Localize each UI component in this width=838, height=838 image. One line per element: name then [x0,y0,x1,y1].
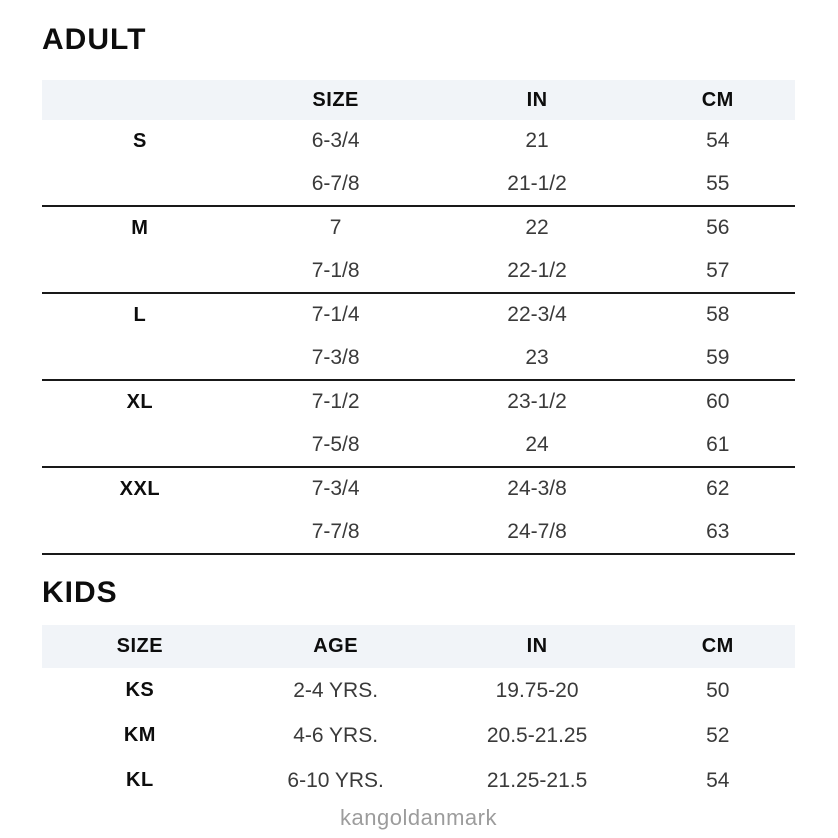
adult-size-group-l [42,294,795,381]
kids-header-size: SIZE [116,635,164,657]
size-label: KM [123,724,156,746]
adult-size-group-xxl [42,468,795,555]
adult-size-group-m [42,207,795,294]
cm-value: 61 [706,432,730,456]
size-label: XXL [119,477,161,500]
inches-value: 21.25-21.5 [486,768,588,792]
table-row [42,294,795,337]
cm-value: 52 [706,723,730,747]
hat-size-value: 6-3/4 [311,129,360,153]
inches-value: 24-3/8 [507,477,567,501]
hat-size-value: 7-1/8 [311,258,360,282]
adult-size-group-xl [42,381,795,468]
kids-header-age: AGE [313,635,359,657]
kids-size-table [42,625,795,803]
table-row [42,758,795,803]
hat-size-value: 7-3/4 [311,477,360,501]
table-row [42,381,795,424]
kids-table-header-row [42,625,795,668]
age-value: 2-4 YRS. [293,678,379,702]
cm-value: 54 [706,768,730,792]
cm-value: 60 [706,390,730,414]
inches-value: 21 [525,129,549,153]
cm-value: 63 [706,519,730,543]
hat-size-value: 7-1/2 [311,390,360,414]
table-row [42,250,795,293]
inches-value: 22-3/4 [507,303,567,327]
inches-value: 22-1/2 [507,258,567,282]
hat-size-value: 7-7/8 [311,519,360,543]
cm-value: 55 [706,171,730,195]
size-label: S [132,129,147,152]
age-value: 6-10 YRS. [287,768,384,792]
table-row [42,713,795,758]
hat-size-value: 7 [329,216,342,240]
table-row [42,163,795,206]
inches-value: 23-1/2 [507,390,567,414]
cm-value: 62 [706,477,730,501]
table-row [42,337,795,380]
adult-size-group-s [42,120,795,207]
cm-value: 59 [706,345,730,369]
size-label: KS [125,679,155,701]
size-label: M [131,216,149,239]
table-row [42,424,795,467]
adult-table-header-row [42,80,795,120]
adult-header-size: SIZE [312,88,359,111]
table-row [42,468,795,511]
table-row [42,668,795,713]
kids-header-in: IN [526,635,548,657]
cm-value: 57 [706,258,730,282]
hat-size-value: 7-5/8 [311,432,360,456]
cm-value: 56 [706,216,730,240]
hat-size-value: 7-1/4 [311,303,360,327]
size-label: XL [126,390,154,413]
size-label: L [133,303,147,326]
inches-value: 19.75-20 [495,678,579,702]
adult-header-in: IN [526,88,548,111]
table-row [42,120,795,163]
inches-value: 20.5-21.25 [486,723,588,747]
adult-section-title: ADULT [42,23,147,56]
cm-value: 54 [706,129,730,153]
inches-value: 23 [525,345,549,369]
size-label: KL [126,769,154,791]
adult-header-cm: CM [701,88,734,111]
kids-header-cm: CM [701,635,734,657]
cm-value: 50 [706,678,730,702]
brand-watermark: kangoldanmark [340,805,497,830]
table-row [42,207,795,250]
adult-size-table [42,80,795,555]
table-row [42,511,795,554]
kids-section-title: KIDS [42,576,118,609]
inches-value: 24 [525,432,549,456]
cm-value: 58 [706,303,730,327]
inches-value: 24-7/8 [507,519,567,543]
inches-value: 21-1/2 [507,171,567,195]
hat-size-value: 7-3/8 [311,345,360,369]
hat-size-value: 6-7/8 [311,171,360,195]
inches-value: 22 [525,216,549,240]
age-value: 4-6 YRS. [293,723,379,747]
